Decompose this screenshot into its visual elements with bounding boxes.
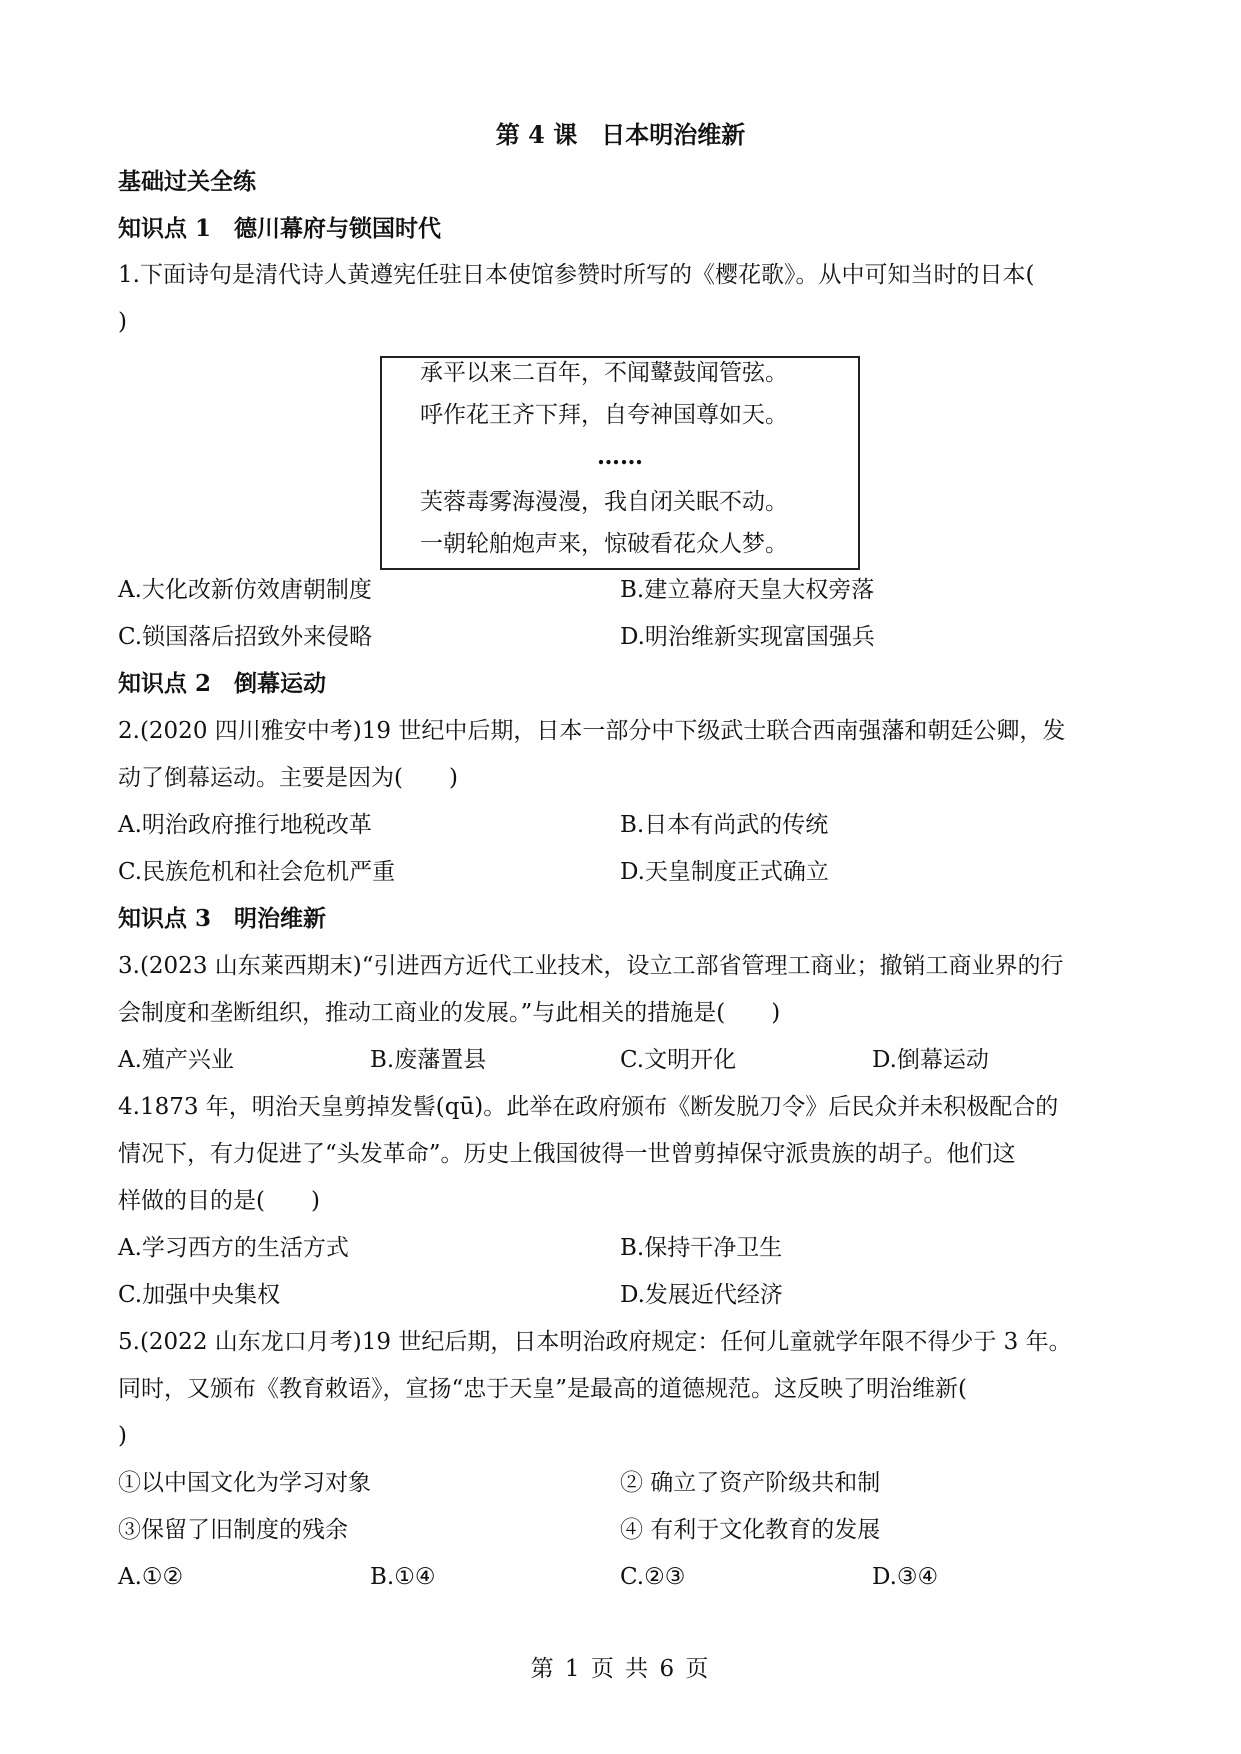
- section-heading: 基础过关全练: [118, 168, 256, 195]
- question-2-option-c: C.民族危机和社会危机严重: [118, 859, 396, 885]
- question-1-line-1: 1.下面诗句是清代诗人黄遵宪任驻日本使馆参赞时所写的《樱花歌》。从中可知当时的日本(: [118, 262, 1035, 288]
- question-4-option-d: D.发展近代经济: [620, 1282, 783, 1308]
- question-3-option-a: A.殖产兴业: [118, 1047, 234, 1073]
- knowledge-point-3: 知识点 3 明治维新: [118, 905, 327, 932]
- question-1-option-a: A.大化改新仿效唐朝制度: [118, 577, 372, 603]
- question-3-option-d: D.倒幕运动: [872, 1047, 989, 1073]
- question-2-option-b: B.日本有尚武的传统: [620, 812, 829, 838]
- question-5-option-d: D.③④: [872, 1564, 939, 1590]
- question-5-option-c: C.②③: [620, 1564, 686, 1590]
- question-5-item-4: ④ 有利于文化教育的发展: [620, 1517, 881, 1543]
- question-1-option-d: D.明治维新实现富国强兵: [620, 624, 875, 650]
- question-3-option-c: C.文明开化: [620, 1047, 737, 1073]
- knowledge-point-2: 知识点 2 倒幕运动: [118, 670, 327, 697]
- poem-line: 承平以来二百年，不闻鼙鼓闻管弦。: [420, 360, 788, 386]
- question-5-option-a: A.①②: [118, 1564, 184, 1590]
- question-4-line-1: 4.1873 年，明治天皇剪掉发髻(qū)。此举在政府颁布《断发脱刀令》后民众并未积极配合的: [118, 1094, 1059, 1120]
- question-3-line-1: 3.(2023 山东莱西期末)“引进西方近代工业技术，设立工部省管理工商业；撤销工商业界的行: [118, 953, 1064, 979]
- page-title: 第 4 课 日本明治维新: [495, 120, 746, 149]
- question-5-option-b: B.①④: [370, 1564, 436, 1590]
- page-footer: 第 1 页 共 6 页: [530, 1656, 711, 1682]
- question-4-option-a: A.学习西方的生活方式: [118, 1235, 349, 1261]
- question-1-option-c: C.锁国落后招致外来侵略: [118, 624, 373, 650]
- question-3-line-2: 会制度和垄断组织，推动工商业的发展。”与此相关的措施是( ): [118, 1000, 781, 1026]
- poem-ellipsis: ……: [597, 443, 643, 470]
- poem-line: 芙蓉毒雾海漫漫，我自闭关眠不动。: [420, 489, 788, 515]
- question-4-line-3: 样做的目的是( ): [118, 1188, 320, 1214]
- question-2-option-a: A.明治政府推行地税改革: [118, 812, 372, 838]
- question-2-line-2: 动了倒幕运动。主要是因为( ): [118, 765, 458, 791]
- question-1-option-b: B.建立幕府天皇大权旁落: [620, 577, 875, 603]
- question-5-item-2: ② 确立了资产阶级共和制: [620, 1470, 881, 1496]
- question-1-line-2: ): [118, 309, 127, 335]
- question-2-option-d: D.天皇制度正式确立: [620, 859, 829, 885]
- question-5-item-3: ③保留了旧制度的残余: [118, 1517, 348, 1543]
- question-4-option-c: C.加强中央集权: [118, 1282, 281, 1308]
- question-5-item-1: ①以中国文化为学习对象: [118, 1470, 371, 1496]
- question-3-option-b: B.废藩置县: [370, 1047, 487, 1073]
- question-5-line-3: ): [118, 1423, 127, 1449]
- question-5-line-2: 同时，又颁布《教育敕语》，宣扬“忠于天皇”是最高的道德规范。这反映了明治维新(: [118, 1376, 967, 1402]
- question-5-line-1: 5.(2022 山东龙口月考)19 世纪后期，日本明治政府规定：任何儿童就学年限不得少于 3 年。: [118, 1329, 1072, 1355]
- question-4-option-b: B.保持干净卫生: [620, 1235, 783, 1261]
- poem-line: 呼作花王齐下拜，自夸神国尊如天。: [420, 402, 788, 428]
- knowledge-point-1: 知识点 1 德川幕府与锁国时代: [118, 215, 442, 242]
- question-2-line-1: 2.(2020 四川雅安中考)19 世纪中后期，日本一部分中下级武士联合西南强藩和朝廷公卿，发: [118, 718, 1066, 744]
- question-4-line-2: 情况下，有力促进了“头发革命”。历史上俄国彼得一世曾剪掉保守派贵族的胡子。他们这: [118, 1141, 1016, 1167]
- poem-line: 一朝轮舶炮声来，惊破看花众人梦。: [420, 531, 788, 557]
